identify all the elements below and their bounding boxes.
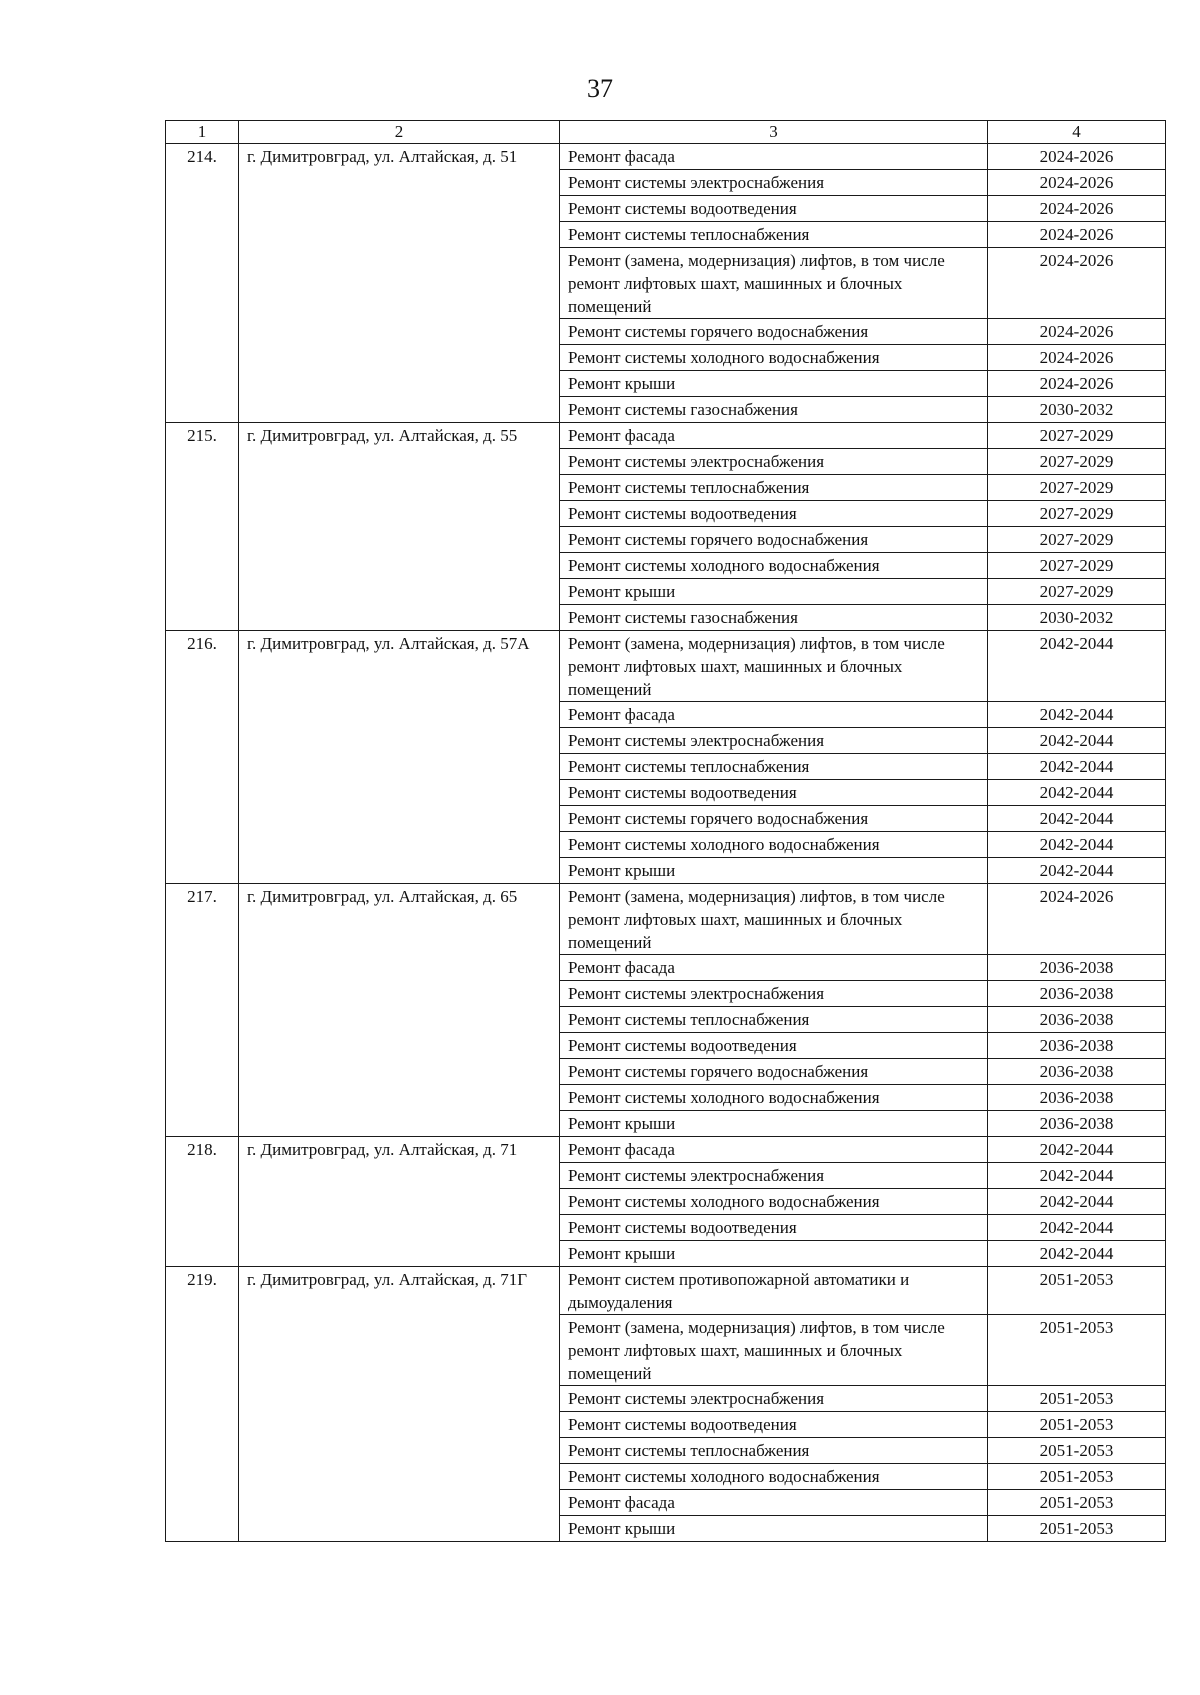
table-row (166, 423, 1166, 449)
work-period: 2042-2044 (988, 702, 1166, 728)
table-row (166, 1137, 1166, 1163)
work-name: Ремонт (замена, модернизация) лифтов, в том числе ремонт лифтовых шахт, машинных и блочных помещений (560, 884, 988, 955)
table-row (166, 144, 1166, 170)
work-period: 2024-2026 (988, 196, 1166, 222)
work-name: Ремонт фасада (560, 955, 988, 981)
work-name: Ремонт фасада (560, 144, 988, 170)
header-col-2: 2 (239, 121, 560, 144)
entry-address: г. Димитровград, ул. Алтайская, д. 57А (239, 631, 560, 884)
work-name: Ремонт системы электроснабжения (560, 981, 988, 1007)
work-period: 2042-2044 (988, 806, 1166, 832)
work-name: Ремонт системы холодного водоснабжения (560, 1085, 988, 1111)
work-period: 2027-2029 (988, 527, 1166, 553)
work-name: Ремонт крыши (560, 1241, 988, 1267)
work-name: Ремонт системы теплоснабжения (560, 754, 988, 780)
work-period: 2036-2038 (988, 1007, 1166, 1033)
work-name: Ремонт системы горячего водоснабжения (560, 527, 988, 553)
table-row (166, 631, 1166, 702)
work-period: 2036-2038 (988, 955, 1166, 981)
work-name: Ремонт системы водоотведения (560, 196, 988, 222)
work-name: Ремонт системы водоотведения (560, 1412, 988, 1438)
work-period: 2024-2026 (988, 371, 1166, 397)
work-period: 2030-2032 (988, 605, 1166, 631)
work-name: Ремонт (замена, модернизация) лифтов, в том числе ремонт лифтовых шахт, машинных и блочных помещений (560, 248, 988, 319)
work-period: 2051-2053 (988, 1412, 1166, 1438)
work-name: Ремонт крыши (560, 579, 988, 605)
header-col-1: 1 (166, 121, 239, 144)
work-name: Ремонт системы водоотведения (560, 501, 988, 527)
table-row (166, 884, 1166, 955)
work-name: Ремонт системы электроснабжения (560, 170, 988, 196)
work-period: 2042-2044 (988, 832, 1166, 858)
table-row (166, 1267, 1166, 1315)
work-period: 2036-2038 (988, 1033, 1166, 1059)
work-period: 2051-2053 (988, 1490, 1166, 1516)
page-number: 37 (587, 74, 613, 103)
entry-address: г. Димитровград, ул. Алтайская, д. 65 (239, 884, 560, 1137)
work-period: 2051-2053 (988, 1516, 1166, 1542)
work-name: Ремонт системы газоснабжения (560, 397, 988, 423)
entry-address: г. Димитровград, ул. Алтайская, д. 71 (239, 1137, 560, 1267)
entry-number: 214. (166, 144, 239, 423)
work-name: Ремонт системы холодного водоснабжения (560, 553, 988, 579)
work-period: 2027-2029 (988, 449, 1166, 475)
work-period: 2042-2044 (988, 1189, 1166, 1215)
repair-schedule-table (165, 120, 1166, 1542)
work-period: 2042-2044 (988, 631, 1166, 702)
table-header (166, 121, 1166, 144)
work-name: Ремонт (замена, модернизация) лифтов, в том числе ремонт лифтовых шахт, машинных и блочных помещений (560, 631, 988, 702)
work-name: Ремонт системы газоснабжения (560, 605, 988, 631)
work-period: 2030-2032 (988, 397, 1166, 423)
entry-number: 215. (166, 423, 239, 631)
work-name: Ремонт (замена, модернизация) лифтов, в том числе ремонт лифтовых шахт, машинных и блочных помещений (560, 1315, 988, 1386)
work-name: Ремонт системы холодного водоснабжения (560, 832, 988, 858)
work-name: Ремонт системы электроснабжения (560, 728, 988, 754)
work-period: 2024-2026 (988, 144, 1166, 170)
header-row (166, 121, 1166, 144)
work-period: 2024-2026 (988, 345, 1166, 371)
work-period: 2027-2029 (988, 423, 1166, 449)
work-period: 2051-2053 (988, 1315, 1166, 1386)
header-col-4: 4 (988, 121, 1166, 144)
work-name: Ремонт фасада (560, 1137, 988, 1163)
entry-number: 217. (166, 884, 239, 1137)
work-name: Ремонт системы теплоснабжения (560, 475, 988, 501)
work-name: Ремонт системы холодного водоснабжения (560, 345, 988, 371)
work-period: 2051-2053 (988, 1464, 1166, 1490)
work-name: Ремонт системы водоотведения (560, 1215, 988, 1241)
work-period: 2051-2053 (988, 1438, 1166, 1464)
work-name: Ремонт системы холодного водоснабжения (560, 1189, 988, 1215)
work-name: Ремонт крыши (560, 858, 988, 884)
table-body (166, 144, 1166, 1542)
work-name: Ремонт системы электроснабжения (560, 1386, 988, 1412)
work-name: Ремонт системы горячего водоснабжения (560, 806, 988, 832)
work-name: Ремонт системы теплоснабжения (560, 1007, 988, 1033)
work-period: 2027-2029 (988, 553, 1166, 579)
work-period: 2024-2026 (988, 248, 1166, 319)
work-name: Ремонт крыши (560, 1516, 988, 1542)
work-name: Ремонт крыши (560, 1111, 988, 1137)
work-name: Ремонт системы теплоснабжения (560, 222, 988, 248)
work-name: Ремонт систем противопожарной автоматики и дымоудаления (560, 1267, 988, 1315)
work-period: 2036-2038 (988, 1059, 1166, 1085)
entry-number: 219. (166, 1267, 239, 1542)
work-period: 2027-2029 (988, 501, 1166, 527)
work-period: 2051-2053 (988, 1386, 1166, 1412)
work-period: 2042-2044 (988, 780, 1166, 806)
work-name: Ремонт системы холодного водоснабжения (560, 1464, 988, 1490)
entry-address: г. Димитровград, ул. Алтайская, д. 55 (239, 423, 560, 631)
work-name: Ремонт системы водоотведения (560, 1033, 988, 1059)
entry-address: г. Димитровград, ул. Алтайская, д. 71Г (239, 1267, 560, 1542)
work-period: 2027-2029 (988, 579, 1166, 605)
entry-address: г. Димитровград, ул. Алтайская, д. 51 (239, 144, 560, 423)
work-name: Ремонт системы горячего водоснабжения (560, 1059, 988, 1085)
work-period: 2042-2044 (988, 1163, 1166, 1189)
work-period: 2042-2044 (988, 858, 1166, 884)
work-name: Ремонт системы электроснабжения (560, 1163, 988, 1189)
work-name: Ремонт системы теплоснабжения (560, 1438, 988, 1464)
work-period: 2024-2026 (988, 884, 1166, 955)
entry-number: 218. (166, 1137, 239, 1267)
work-name: Ремонт системы водоотведения (560, 780, 988, 806)
work-period: 2024-2026 (988, 222, 1166, 248)
work-period: 2027-2029 (988, 475, 1166, 501)
work-name: Ремонт фасада (560, 702, 988, 728)
work-period: 2024-2026 (988, 319, 1166, 345)
work-name: Ремонт фасада (560, 423, 988, 449)
work-period: 2042-2044 (988, 1241, 1166, 1267)
work-period: 2042-2044 (988, 1137, 1166, 1163)
work-name: Ремонт крыши (560, 371, 988, 397)
work-period: 2024-2026 (988, 170, 1166, 196)
work-name: Ремонт системы электроснабжения (560, 449, 988, 475)
header-col-3: 3 (560, 121, 988, 144)
work-period: 2042-2044 (988, 754, 1166, 780)
work-period: 2051-2053 (988, 1267, 1166, 1315)
work-name: Ремонт фасада (560, 1490, 988, 1516)
work-period: 2036-2038 (988, 981, 1166, 1007)
work-period: 2042-2044 (988, 728, 1166, 754)
entry-number: 216. (166, 631, 239, 884)
work-period: 2036-2038 (988, 1111, 1166, 1137)
work-period: 2036-2038 (988, 1085, 1166, 1111)
work-name: Ремонт системы горячего водоснабжения (560, 319, 988, 345)
work-period: 2042-2044 (988, 1215, 1166, 1241)
